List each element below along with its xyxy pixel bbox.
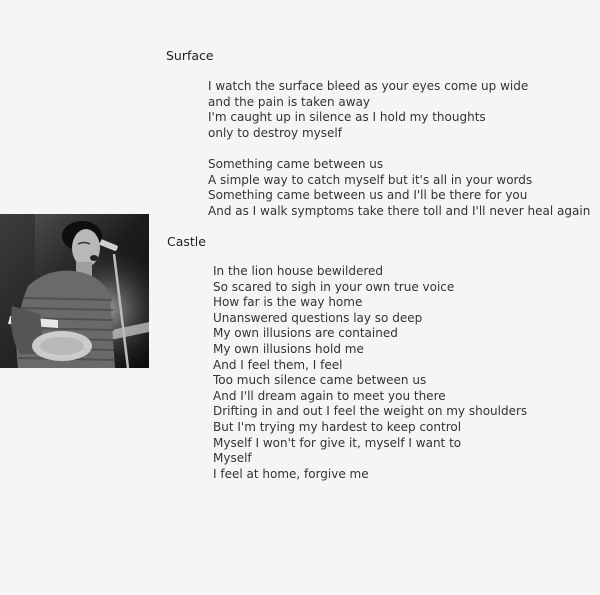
lyric-line: But I'm trying my hardest to keep control [213,419,462,434]
lyric-line: And I'll dream again to meet you there [213,388,446,403]
song-title-castle: Castle [167,234,206,249]
lyric-line: My own illusions are contained [213,326,398,341]
lyric-line: Something came between us and I'll be there for you [208,188,528,203]
lyric-line: My own illusions hold me [213,341,364,356]
lyric-line: I feel at home, forgive me [213,466,369,481]
lyric-line: And as I walk symptoms take there toll and I'll never heal again [208,203,591,218]
lyric-line: In the lion house bewildered [213,264,384,278]
face [72,229,100,267]
lyric-line: Something came between us [208,156,384,171]
lyric-line: Myself I won't for give it, myself I want to [213,435,462,450]
lyric-line: A simple way to catch myself but it's all in your words [208,172,533,187]
lyric-line: Unanswered questions lay so deep [213,310,423,325]
lyric-line: Drifting in and out I feel the weight on my shoulders [213,404,528,419]
lyric-line: I'm caught up in silence as I hold my thoughts [208,110,486,125]
stanza-gap [208,141,590,157]
lyric-line: Myself [213,451,252,466]
lyric-line: I watch the surface bleed as your eyes come up wide [208,79,529,93]
band-photo [0,214,149,368]
lyric-line: Too much silence came between us [213,373,427,388]
lyric-line: and the pain is taken away [208,94,371,109]
lyric-line: And I feel them, I feel [213,357,343,372]
lyric-line: How far is the way home [213,295,363,310]
lyric-line: only to destroy myself [208,125,342,140]
lyric-line: So scared to sigh in your own true voice [213,279,455,294]
song-title-surface: Surface [166,48,214,63]
lyrics-castle [213,264,527,482]
lyrics-surface [208,79,590,219]
